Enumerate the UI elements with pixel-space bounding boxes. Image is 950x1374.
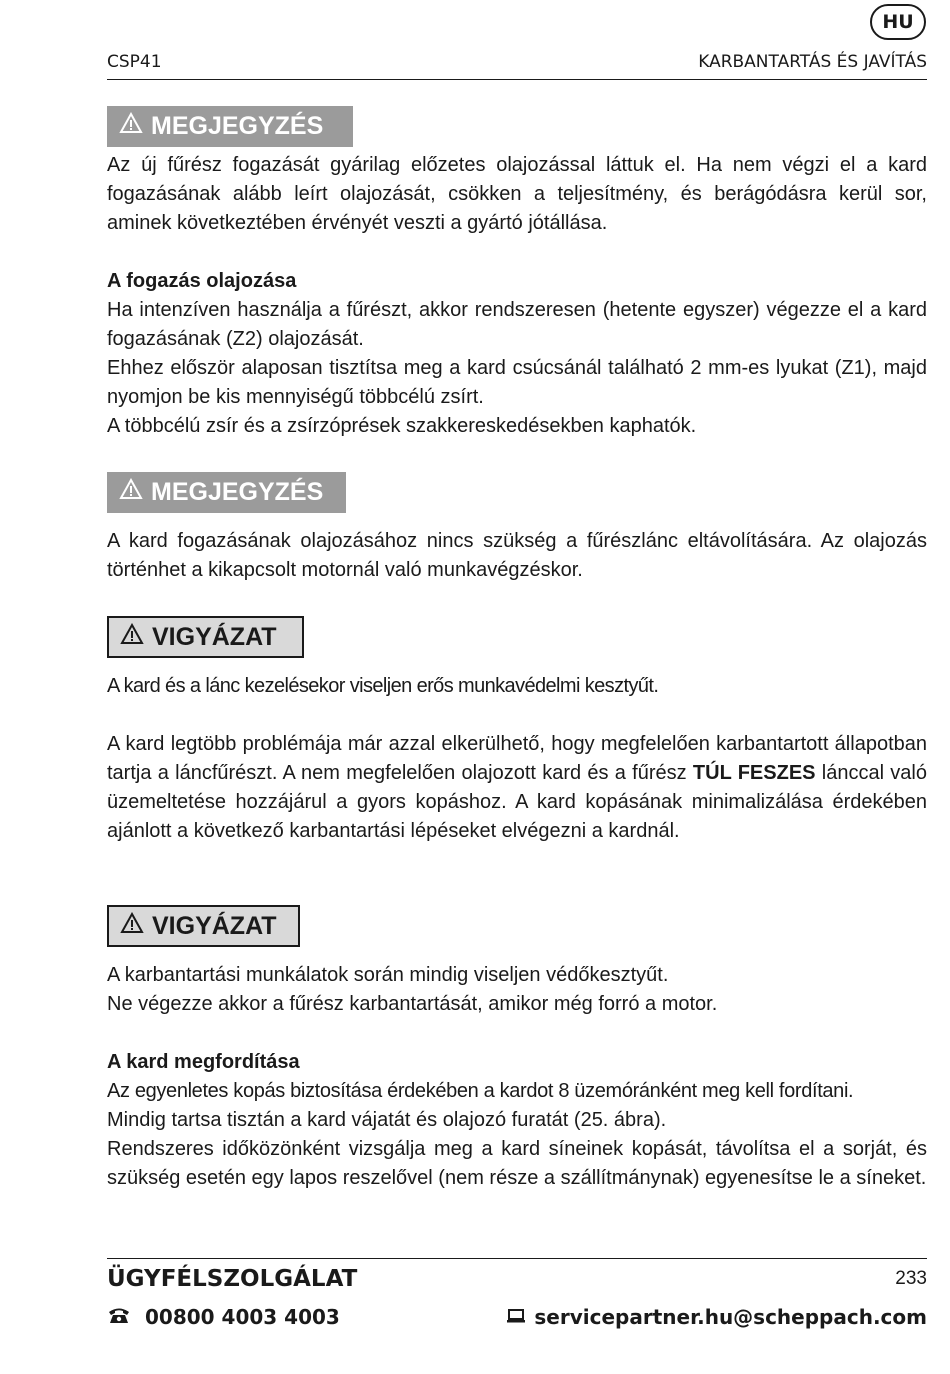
phone-contact xyxy=(107,1305,340,1329)
bar-care-paragraph xyxy=(107,730,927,846)
emphasis-text: TÚL FESZES xyxy=(692,762,816,784)
caution-label: VIGYÁZAT xyxy=(152,622,277,651)
section-title: KARBANTARTÁS ÉS JAVÍTÁS xyxy=(698,52,927,72)
model-name: CSP41 xyxy=(107,52,162,72)
email-contact xyxy=(506,1305,927,1329)
paragraph: Rendszeres időközönként vizsgálja meg a kard síneinek kopását, távolítsa el a sorját, és szükség esetén egy lapos reszelővel (nem része a szállítmánynak) egyenesítse le a síneket. xyxy=(107,1138,927,1189)
customer-service-title: ÜGYFÉLSZOLGÁLAT xyxy=(107,1266,358,1292)
caution-label: VIGYÁZAT xyxy=(152,911,277,940)
caution-label-box xyxy=(107,905,300,947)
turning-section xyxy=(107,1048,927,1193)
paragraph: Ha intenzíven használja a fűrészt, akkor rendszeresen (hetente egyszer) végezze el a kard fogazásának (Z2) olajozását. xyxy=(107,299,927,350)
footer-rule xyxy=(107,1258,927,1259)
laptop-icon xyxy=(506,1305,526,1329)
header-rule xyxy=(107,79,927,80)
paragraph: A többcélú zsír és a zsírzóprések szakkereskedésekben kaphatók. xyxy=(107,415,697,437)
warning-triangle-icon xyxy=(119,112,143,141)
caution-text: A kard és a lánc kezelésekor viseljen erős munkavédelmi kesztyűt. xyxy=(107,675,659,697)
paragraph: Mindig tartsa tisztán a kard vájatát és olajozó furatát (25. ábra). xyxy=(107,1109,667,1131)
paragraph-text: A kard legtöbb problémája már azzal elkerülhető, hogy megfelelően karbantartott állapotban tartja a láncfűrészt. A nem megfelelően olajozott kard és a fűrész xyxy=(107,733,927,784)
note-label: MEGJEGYZÉS xyxy=(151,478,324,506)
note-label-box xyxy=(107,472,346,513)
paragraph: Az egyenletes kopás biztosítása érdekében a kardot 8 üzemóránként meg kell fordítani. xyxy=(107,1080,854,1102)
paragraph-text: lánccal való üzemeltetése hozzájárul a gyors kopáshoz. A kard kopásának minimalizálása érdekében ajánlott a következő karbantartási lépéseket elvégezni a kardnál. xyxy=(107,762,927,842)
caution-line: Ne végezze akkor a fűrész karbantartását, amikor még forró a motor. xyxy=(107,993,718,1015)
warning-triangle-icon xyxy=(120,912,144,941)
note-text: A kard fogazásának olajozásához nincs szükség a fűrészlánc eltávolítására. Az olajozás történhet a kikapcsolt motornál való munkavégzéskor. xyxy=(107,530,927,581)
paragraph: Ehhez először alaposan tisztítsa meg a kard csúcsánál található 2 mm-es lyukat (Z1), majd nyomjon be kis mennyiségű többcélú zsírt. xyxy=(107,357,927,408)
page-number: 233 xyxy=(895,1268,927,1289)
section-heading: A kard megfordítása xyxy=(107,1051,300,1073)
email-address: servicepartner.hu@scheppach.com xyxy=(534,1305,927,1329)
caution-label-box xyxy=(107,616,304,658)
note-text: Az új fűrész fogazását gyárilag előzetes olajozással láttuk el. Ha nem végzi el a kard fogazásának alább leírt olajozását, csökken a teljesítmény, és berágódásra kerül sor, aminek következtében érvényét veszti a gyártó jótállása. xyxy=(107,154,927,234)
warning-triangle-icon xyxy=(119,478,143,507)
language-badge: HU xyxy=(870,4,926,40)
caution-line: A karbantartási munkálatok során mindig viseljen védőkesztyűt. xyxy=(107,964,669,986)
section-heading: A fogazás olajozása xyxy=(107,270,297,292)
note-label: MEGJEGYZÉS xyxy=(151,112,324,140)
phone-number: 00800 4003 4003 xyxy=(145,1305,340,1329)
oiling-section xyxy=(107,267,927,441)
note-label-box xyxy=(107,106,353,147)
caution-text xyxy=(107,961,927,1019)
telephone-icon xyxy=(107,1305,131,1329)
warning-triangle-icon xyxy=(120,623,144,652)
